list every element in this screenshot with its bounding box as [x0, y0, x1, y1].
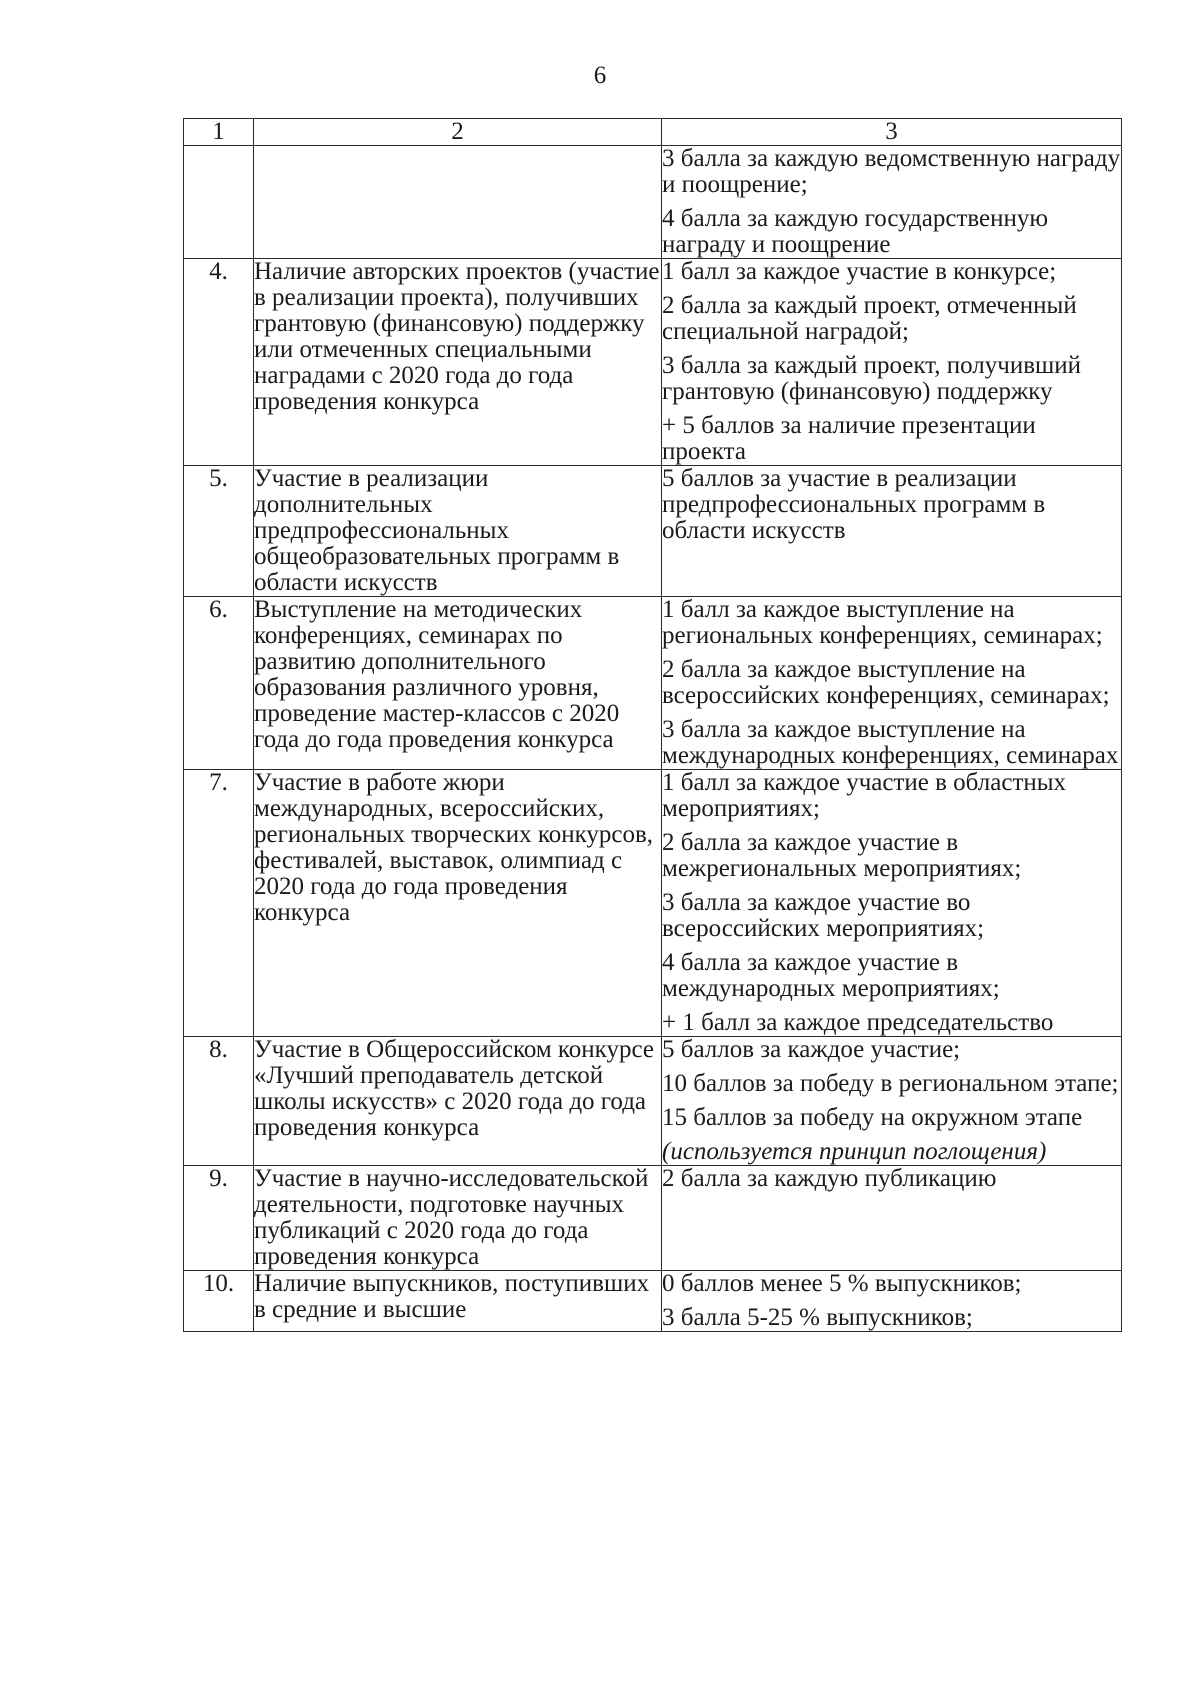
criterion-cell: Наличие выпускников, поступивших в средние и высшие — [254, 1271, 662, 1332]
points-cell — [662, 1037, 1122, 1166]
points-item: 10 баллов за победу в региональном этапе; — [662, 1070, 1119, 1097]
row-number-cell: 6. — [184, 597, 254, 770]
table-row — [184, 1271, 1122, 1332]
row-number-cell: 9. — [184, 1166, 254, 1271]
points-item: 3 балла за каждое участие во всероссийских мероприятиях; — [662, 889, 985, 942]
points-cell — [662, 597, 1122, 770]
points-item: 5 баллов за каждое участие; — [662, 1036, 961, 1063]
criterion-cell: Участие в работе жюри международных, всероссийских, региональных творческих конкурсов, фестивалей, выставок, олимпиад с 2020 года до года проведения конкурса — [254, 770, 662, 1037]
points-item: 1 балл за каждое участие в областных мероприятиях; — [662, 769, 1067, 822]
row-number-cell: 10. — [184, 1271, 254, 1332]
criterion-cell: Наличие авторских проектов (участие в реализации проекта), получивших грантовую (финансовую) поддержку или отмеченных специальными наградами с 2020 года до года проведения конкурса — [254, 259, 662, 466]
criterion-cell — [254, 146, 662, 259]
points-item: 5 баллов за участие в реализации предпрофессиональных программ в области искусств — [662, 465, 1046, 544]
points-item: 1 балл за каждое участие в конкурсе; — [662, 258, 1057, 285]
table-row — [184, 597, 1122, 770]
points-item: 1 балл за каждое выступление на региональных конференциях, семинарах; — [662, 596, 1103, 649]
table-header-row — [184, 119, 1122, 146]
points-cell — [662, 1271, 1122, 1332]
points-cell — [662, 1166, 1122, 1271]
table-body — [184, 146, 1122, 1332]
table-row — [184, 1037, 1122, 1166]
points-cell — [662, 146, 1122, 259]
row-number-cell: 5. — [184, 466, 254, 597]
points-item: 2 балла за каждую публикацию — [662, 1165, 997, 1192]
table-row — [184, 1166, 1122, 1271]
points-cell — [662, 466, 1122, 597]
table-row — [184, 770, 1122, 1037]
criterion-cell: Участие в реализации дополнительных предпрофессиональных общеобразовательных программ в области искусств — [254, 466, 662, 597]
points-item: 15 баллов за победу на окружном этапе — [662, 1104, 1083, 1131]
criterion-cell: Выступление на методических конференциях, семинарах по развитию дополнительного образования различного уровня, проведение мастер-классов с 2020 года до года проведения конкурса — [254, 597, 662, 770]
row-number-cell: 7. — [184, 770, 254, 1037]
points-item: + 5 баллов за наличие презентации проекта — [662, 412, 1036, 465]
points-item: 4 балла за каждое участие в международных мероприятиях; — [662, 949, 1000, 1002]
points-item: 3 балла за каждый проект, получивший грантовую (финансовую) поддержку — [662, 352, 1082, 405]
points-item: 3 балла 5-25 % выпускников; — [662, 1304, 973, 1331]
table-row — [184, 259, 1122, 466]
points-item: 2 балла за каждое выступление на всероссийских конференциях, семинарах; — [662, 656, 1110, 709]
column-header: 3 — [662, 119, 1122, 146]
table-row — [184, 146, 1122, 259]
points-item: 4 балла за каждую государственную награду и поощрение — [662, 205, 1049, 258]
criterion-cell: Участие в научно-исследовательской деятельности, подготовке научных публикаций с 2020 года до года проведения конкурса — [254, 1166, 662, 1271]
points-item: 3 балла за каждую ведомственную награду и поощрение; — [662, 145, 1121, 198]
points-item: 2 балла за каждое участие в межрегиональных мероприятиях; — [662, 829, 1022, 882]
points-cell — [662, 770, 1122, 1037]
criteria-table — [183, 118, 1122, 1332]
points-item: 3 балла за каждое выступление на международных конференциях, семинарах — [662, 716, 1119, 769]
points-item: 2 балла за каждый проект, отмеченный специальной наградой; — [662, 292, 1077, 345]
row-number-cell — [184, 146, 254, 259]
column-header: 1 — [184, 119, 254, 146]
table-row — [184, 466, 1122, 597]
page-number: 6 — [593, 62, 607, 89]
column-header: 2 — [254, 119, 662, 146]
points-item: (используется принцип поглощения) — [662, 1138, 1047, 1165]
points-item: 0 баллов менее 5 % выпускников; — [662, 1270, 1022, 1297]
points-item: + 1 балл за каждое председательство — [662, 1009, 1054, 1036]
row-number-cell: 4. — [184, 259, 254, 466]
criterion-cell: Участие в Общероссийском конкурсе «Лучший преподаватель детской школы искусств» с 2020 года до года проведения конкурса — [254, 1037, 662, 1166]
row-number-cell: 8. — [184, 1037, 254, 1166]
points-cell — [662, 259, 1122, 466]
